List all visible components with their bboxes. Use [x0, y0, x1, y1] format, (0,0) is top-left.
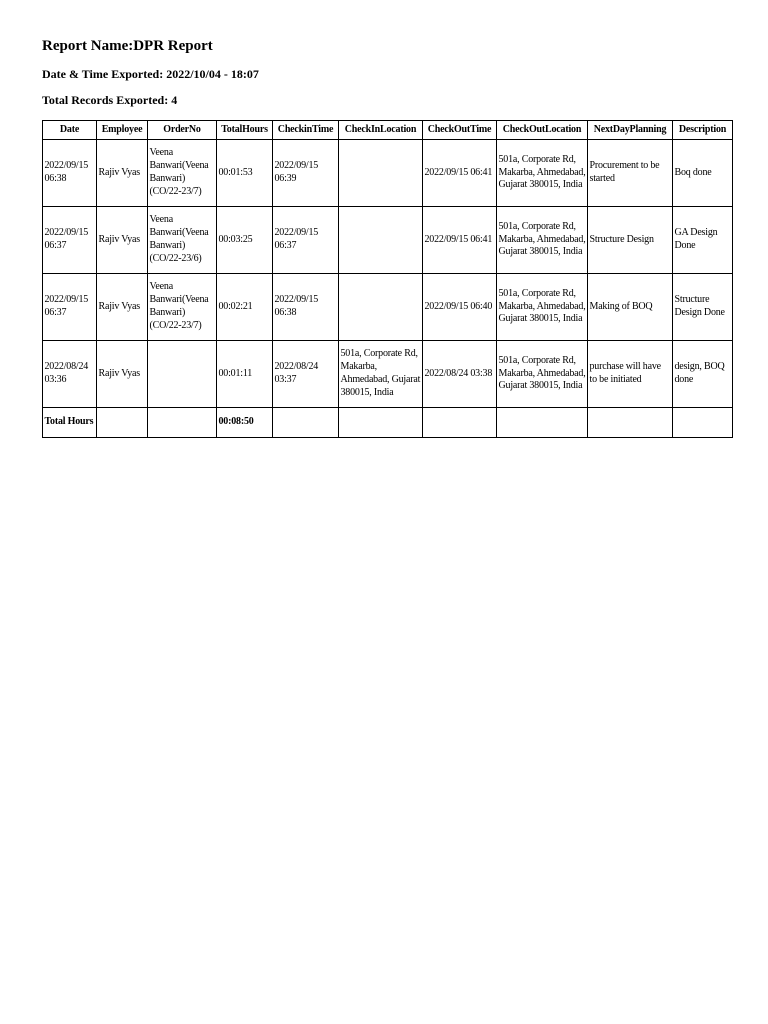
table-row: [43, 207, 733, 274]
cell-checkout-time: 2022/09/15 06:40: [423, 274, 497, 341]
cell-checkout-time: 2022/08/24 03:38: [423, 341, 497, 408]
cell-employee: Rajiv Vyas: [97, 274, 148, 341]
column-header-checkout-location: CheckOutLocation: [497, 121, 588, 140]
cell-checkin-location: [339, 140, 423, 207]
cell-total-hours: 00:01:53: [217, 140, 273, 207]
cell-next-day-planning: Making of BOQ: [588, 274, 673, 341]
empty-cell: [673, 408, 733, 438]
cell-next-day-planning: Structure Design: [588, 207, 673, 274]
empty-cell: [148, 408, 217, 438]
cell-checkin-location: [339, 207, 423, 274]
cell-checkin-location: [339, 274, 423, 341]
empty-cell: [588, 408, 673, 438]
table-row: [43, 140, 733, 207]
cell-order-no: [148, 341, 217, 408]
cell-checkin-time: 2022/09/15 06:39: [273, 140, 339, 207]
cell-next-day-planning: Procurement to be started: [588, 140, 673, 207]
cell-date: 2022/09/15 06:37: [43, 274, 97, 341]
header-row: [43, 121, 733, 140]
column-header-checkin-location: CheckInLocation: [339, 121, 423, 140]
cell-employee: Rajiv Vyas: [97, 140, 148, 207]
cell-total-hours: 00:03:25: [217, 207, 273, 274]
cell-checkout-time: 2022/09/15 06:41: [423, 207, 497, 274]
report-title: Report Name:DPR Report: [42, 38, 213, 54]
empty-cell: [423, 408, 497, 438]
empty-cell: [273, 408, 339, 438]
cell-checkout-time: 2022/09/15 06:41: [423, 140, 497, 207]
cell-checkin-time: 2022/09/15 06:37: [273, 207, 339, 274]
cell-description: design, BOQ done: [673, 341, 733, 408]
total-row: [43, 408, 733, 438]
total-records: Total Records Exported: 4: [42, 93, 178, 107]
column-header-order-no: OrderNo: [148, 121, 217, 140]
cell-description: GA Design Done: [673, 207, 733, 274]
total-hours-label: Total Hours: [43, 408, 97, 438]
column-header-total-hours: TotalHours: [217, 121, 273, 140]
cell-order-no: Veena Banwari(Veena Banwari) (CO/22-23/7): [148, 274, 217, 341]
cell-checkin-time: 2022/09/15 06:38: [273, 274, 339, 341]
cell-employee: Rajiv Vyas: [97, 207, 148, 274]
cell-date: 2022/09/15 06:37: [43, 207, 97, 274]
cell-checkout-location: 501a, Corporate Rd, Makarba, Ahmedabad, Gujarat 380015, India: [497, 274, 588, 341]
cell-checkout-location: 501a, Corporate Rd, Makarba, Ahmedabad, Gujarat 380015, India: [497, 140, 588, 207]
column-header-description: Description: [673, 121, 733, 140]
empty-cell: [497, 408, 588, 438]
column-header-checkout-time: CheckOutTime: [423, 121, 497, 140]
column-header-checkin-time: CheckinTime: [273, 121, 339, 140]
cell-checkin-time: 2022/08/24 03:37: [273, 341, 339, 408]
table-row: [43, 274, 733, 341]
cell-checkout-location: 501a, Corporate Rd, Makarba, Ahmedabad, Gujarat 380015, India: [497, 207, 588, 274]
table-row: [43, 341, 733, 408]
total-hours-value: 00:08:50: [217, 408, 273, 438]
cell-description: Structure Design Done: [673, 274, 733, 341]
cell-total-hours: 00:02:21: [217, 274, 273, 341]
cell-employee: Rajiv Vyas: [97, 341, 148, 408]
cell-next-day-planning: purchase will have to be initiated: [588, 341, 673, 408]
empty-cell: [97, 408, 148, 438]
dpr-table: [42, 120, 733, 438]
cell-date: 2022/08/24 03:36: [43, 341, 97, 408]
empty-cell: [339, 408, 423, 438]
cell-total-hours: 00:01:11: [217, 341, 273, 408]
column-header-employee: Employee: [97, 121, 148, 140]
column-header-date: Date: [43, 121, 97, 140]
cell-order-no: Veena Banwari(Veena Banwari) (CO/22-23/7): [148, 140, 217, 207]
cell-checkin-location: 501a, Corporate Rd, Makarba, Ahmedabad, Gujarat 380015, India: [339, 341, 423, 408]
export-timestamp: Date & Time Exported: 2022/10/04 - 18:07: [42, 67, 259, 81]
cell-checkout-location: 501a, Corporate Rd, Makarba, Ahmedabad, Gujarat 380015, India: [497, 341, 588, 408]
cell-order-no: Veena Banwari(Veena Banwari) (CO/22-23/6): [148, 207, 217, 274]
cell-date: 2022/09/15 06:38: [43, 140, 97, 207]
column-header-next-day-planning: NextDayPlanning: [588, 121, 673, 140]
cell-description: Boq done: [673, 140, 733, 207]
